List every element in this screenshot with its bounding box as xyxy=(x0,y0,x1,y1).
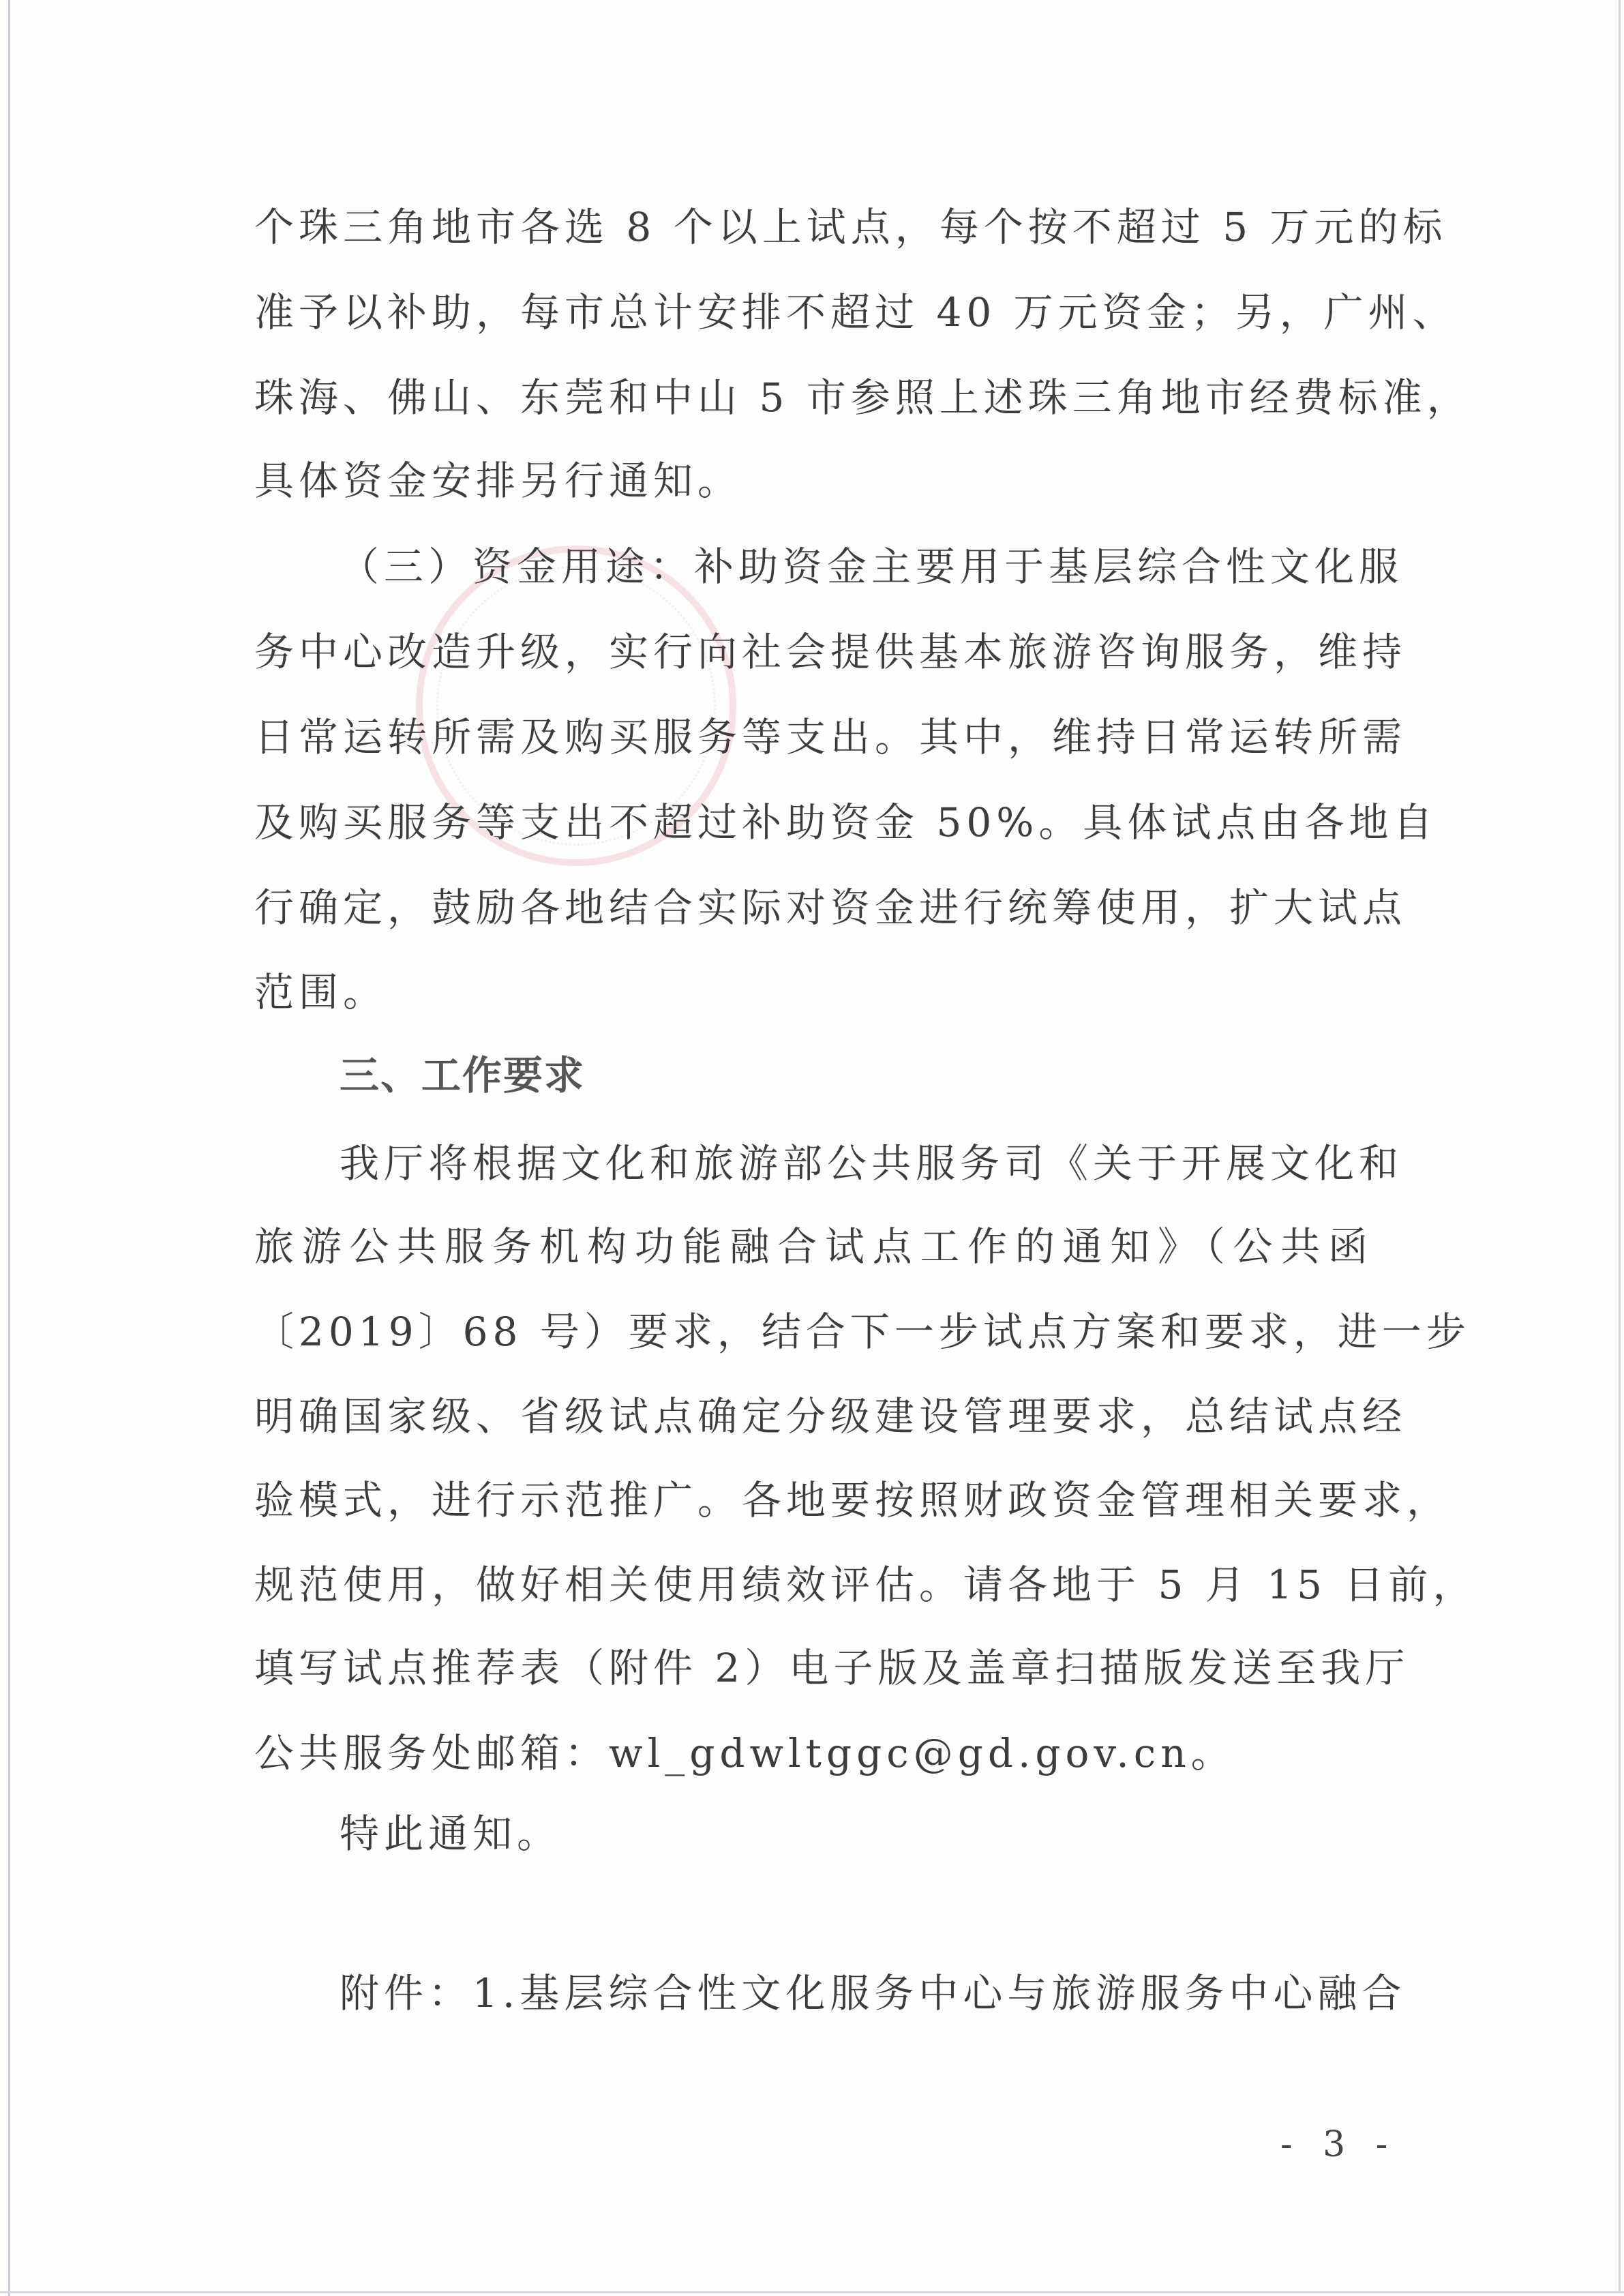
body-line: 珠海、佛山、东莞和中山 5 市参照上述珠三角地市经费标准， xyxy=(254,374,1471,421)
body-line: 填写试点推荐表（附件 2）电子版及盖章扫描版发送至我厅 xyxy=(254,1645,1410,1691)
scan-artifact-mark xyxy=(58,542,99,597)
body-line: 旅游公共服务机构功能融合试点工作的通知》（公共函 xyxy=(254,1223,1372,1270)
body-line: 个珠三角地市各选 8 个以上试点，每个按不超过 5 万元的标 xyxy=(254,204,1447,250)
body-line: 范围。 xyxy=(254,969,388,1015)
body-line: 务中心改造升级，实行向社会提供基本旅游咨询服务，维持 xyxy=(254,629,1407,675)
subsection-fund-usage: （三）资金用途：补助资金主要用于基层综合性文化服 xyxy=(340,543,1404,590)
body-line: 准予以补助，每市总计安排不超过 40 万元资金；另，广州、 xyxy=(254,289,1457,336)
email-line: 公共服务处邮箱：wl_gdwltggc@gd.gov.cn。 xyxy=(254,1730,1235,1776)
scan-border-right xyxy=(1619,0,1621,2291)
scan-border-left xyxy=(8,0,10,2296)
page-number: - 3 - xyxy=(1280,2124,1398,2165)
body-line: 日常运转所需及购买服务等支出。其中，维持日常运转所需 xyxy=(254,714,1407,760)
body-line: 明确国家级、省级试点确定分级建设管理要求，总结试点经 xyxy=(254,1393,1407,1440)
body-line: 及购买服务等支出不超过补助资金 50%。具体试点由各地自 xyxy=(254,799,1438,846)
body-line: 行确定，鼓励各地结合实际对资金进行统筹使用，扩大试点 xyxy=(254,884,1407,931)
body-line: 规范使用，做好相关使用绩效评估。请各地于 5 月 15 日前， xyxy=(254,1562,1477,1608)
attachment-line: 附件：1.基层综合性文化服务中心与旅游服务中心融合 xyxy=(340,1970,1407,2016)
body-line: 我厅将根据文化和旅游部公共服务司《关于开展文化和 xyxy=(340,1140,1404,1187)
body-line: 具体资金安排另行通知。 xyxy=(254,458,742,504)
scan-border-bottom xyxy=(0,2291,1624,2293)
body-line: 验模式，进行示范推广。各地要按照财政资金管理相关要求， xyxy=(254,1477,1452,1523)
closing-notice: 特此通知。 xyxy=(340,1810,562,1857)
section-heading-work-requirements: 三、工作要求 xyxy=(340,1052,586,1099)
body-line: 〔2019〕68 号）要求，结合下一步试点方案和要求，进一步 xyxy=(254,1309,1471,1355)
